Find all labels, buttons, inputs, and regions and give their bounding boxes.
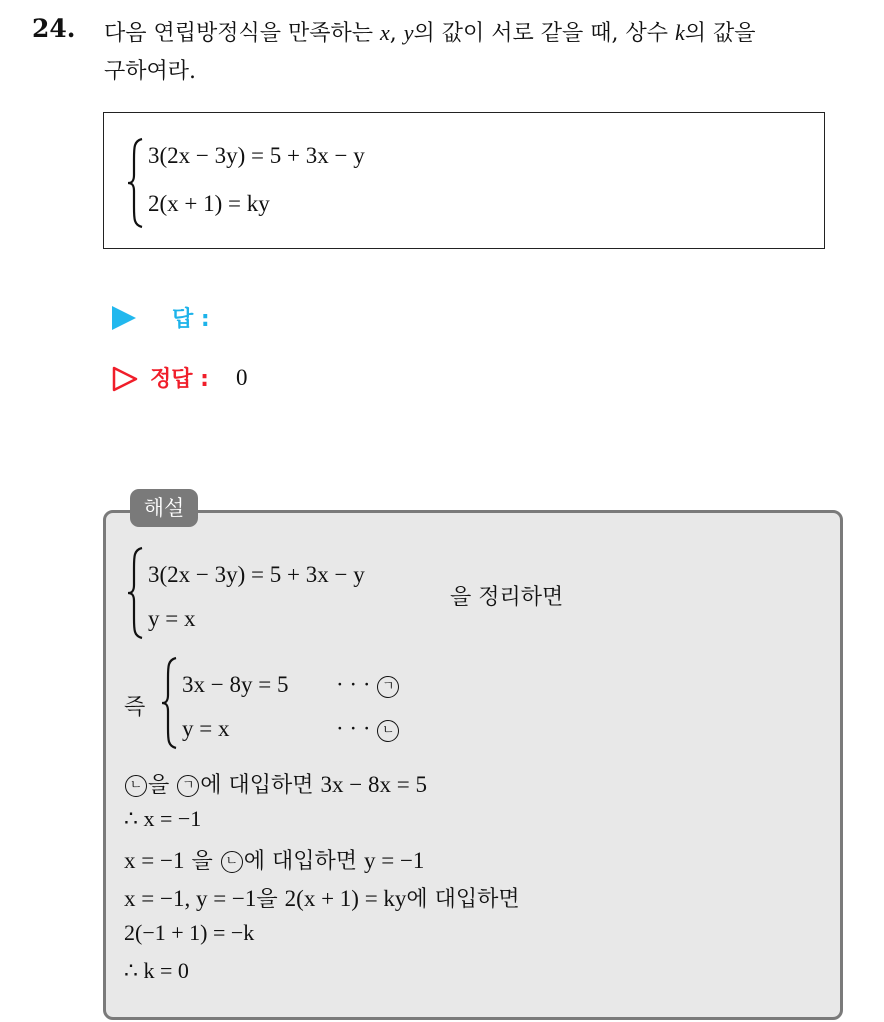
explanation-tag: 해설	[130, 489, 198, 527]
system-eq2: 2(x + 1) = ky	[148, 191, 270, 216]
text: 을	[256, 887, 278, 912]
explanation-brace-1	[126, 546, 146, 640]
circled-a: ㄱ	[177, 775, 199, 797]
correct-arrow-icon	[112, 366, 138, 392]
explanation-sys1-eq1: 3(2x − 3y) = 5 + 3x − y	[148, 562, 365, 587]
var-y: y	[403, 20, 414, 45]
explanation-line-6: ∴ k = 0	[124, 958, 189, 983]
question-text-line2: 구하여라.	[104, 59, 197, 84]
math: x = −1, y = −1	[124, 886, 257, 911]
explanation-line-1	[124, 768, 427, 799]
math: 3x − 8x = 5	[320, 772, 427, 797]
explanation-sys2-eq1: 3x − 8y = 5	[182, 672, 289, 697]
var-x: x	[380, 20, 390, 45]
correct-value: 0	[236, 365, 248, 390]
question-text-part3: 의 값을	[684, 21, 756, 46]
explanation-sys1-eq2: y = x	[148, 606, 196, 631]
explanation-brace-2	[160, 656, 180, 750]
explanation-sys1-suffix: 을 정리하면	[450, 585, 564, 610]
math: 2(x + 1) = ky	[284, 886, 407, 911]
explanation-line-5: 2(−1 + 1) = −k	[124, 920, 255, 945]
explanation-sys2-eq2: y = x	[182, 716, 230, 741]
text: 에 대입하면	[243, 849, 357, 874]
comma: ,	[389, 21, 397, 46]
question-text-line1	[104, 16, 756, 47]
explanation-line-2: ∴ x = −1	[124, 806, 202, 831]
math: y = −1	[363, 848, 425, 873]
circled-b: ㄴ	[221, 851, 243, 873]
left-brace	[126, 137, 146, 229]
circled-b: ㄴ	[377, 720, 399, 742]
explanation-line-3	[124, 844, 424, 875]
explanation-sys2-mark-b	[336, 716, 400, 742]
var-k: k	[675, 20, 685, 45]
equation-system-box	[103, 112, 825, 249]
answer-label: 답 :	[172, 307, 210, 332]
explanation-sys2-mark-a	[336, 672, 400, 698]
math: x = −1	[124, 848, 185, 873]
question-text-part1: 다음 연립방정식을 만족하는	[104, 21, 374, 46]
circled-a: ㄱ	[377, 676, 399, 698]
system-eq1: 3(2x − 3y) = 5 + 3x − y	[148, 143, 365, 168]
dots: · · ·	[336, 672, 371, 697]
question-number: 24.	[32, 14, 76, 43]
correct-label: 정답 :	[150, 367, 209, 392]
circled-b: ㄴ	[125, 775, 147, 797]
text: 에 대입하면	[406, 887, 520, 912]
explanation-sys2-prefix: 즉	[124, 695, 146, 720]
answer-arrow-icon	[112, 306, 136, 330]
text: 을	[148, 773, 170, 798]
explanation-line-4	[124, 882, 520, 913]
question-text-part2: 의 값이 서로 같을 때, 상수	[413, 21, 669, 46]
text: 에 대입하면	[200, 773, 314, 798]
text: 을	[191, 849, 213, 874]
dots: · · ·	[336, 716, 371, 741]
